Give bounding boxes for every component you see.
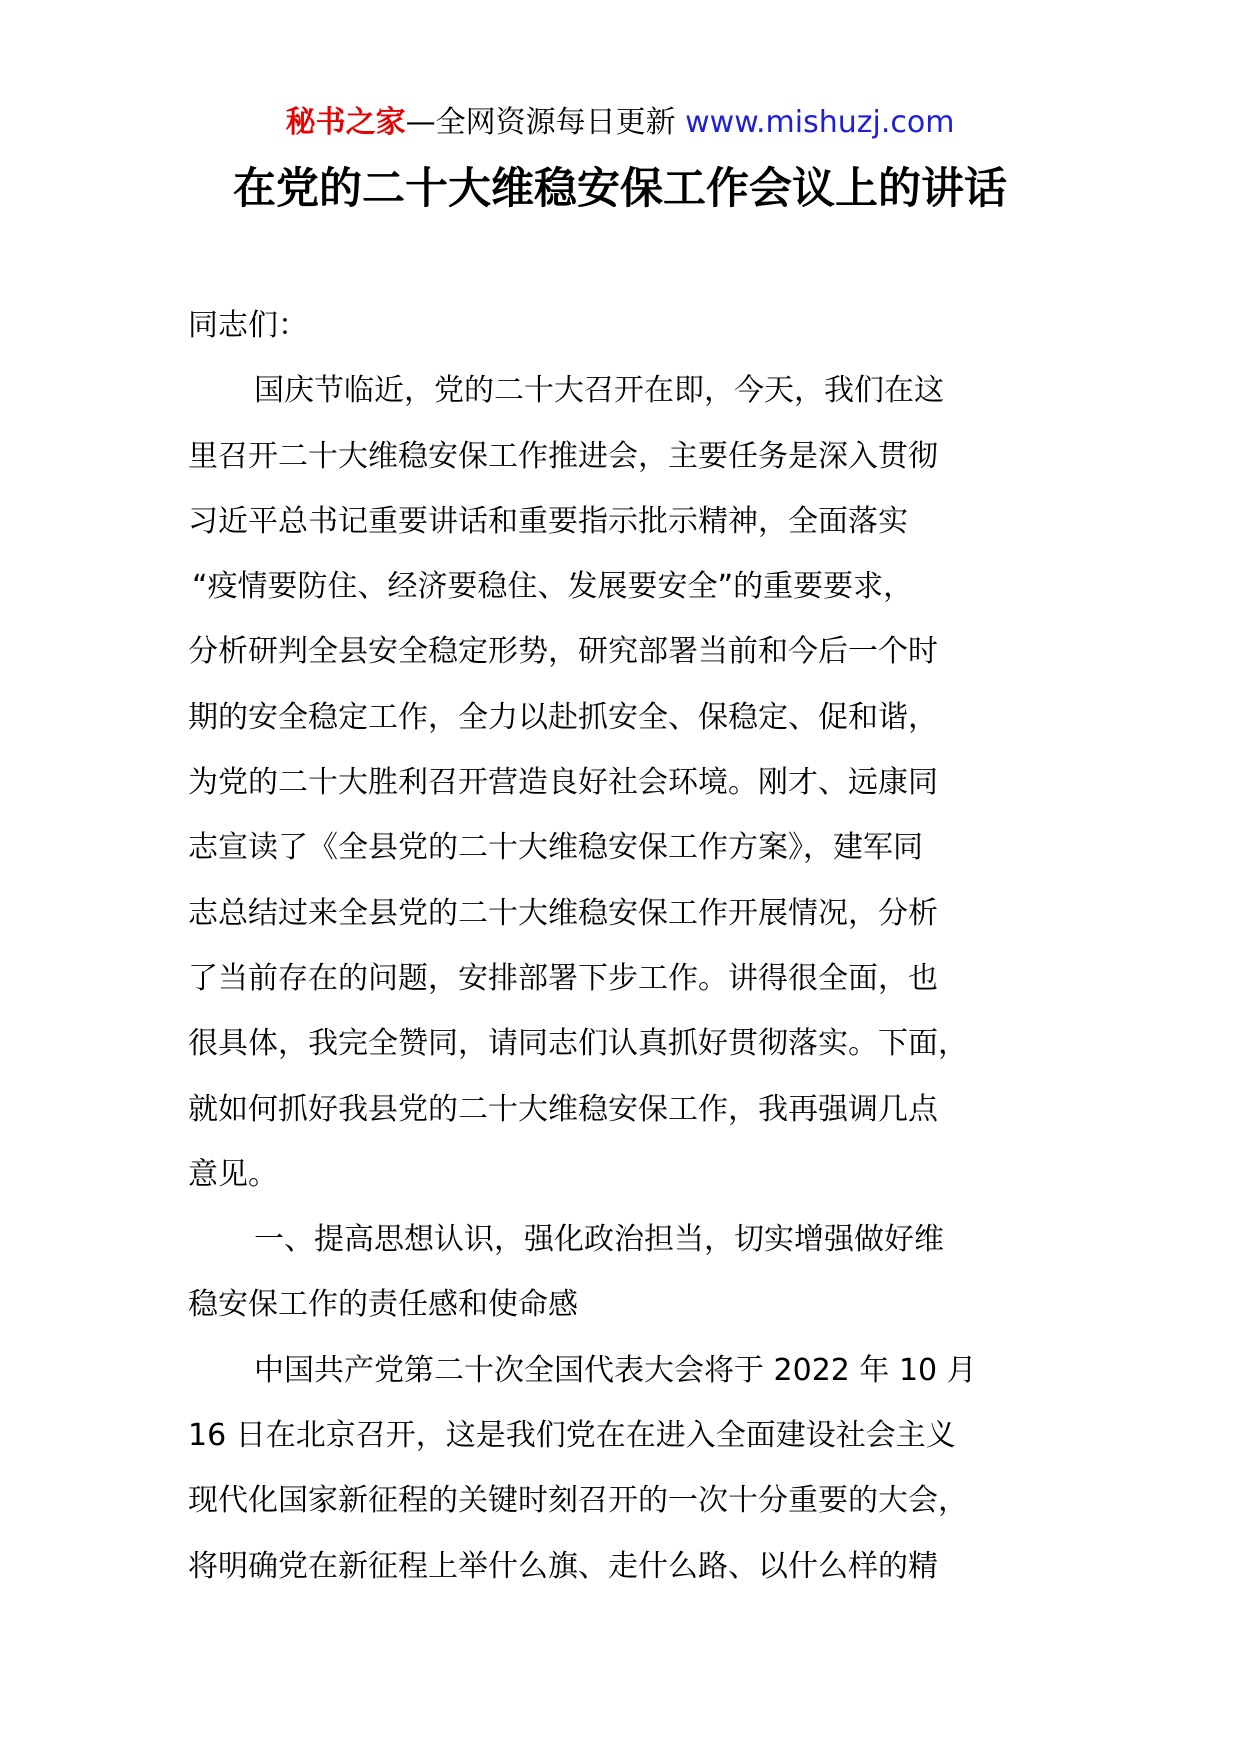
site-slogan: —全网资源每日更新 (405, 105, 686, 140)
document-title: 在党的二十大维稳安保工作会议上的讲话 (233, 164, 1007, 214)
site-brand: 秘书之家 (285, 105, 406, 140)
document-body (188, 293, 1068, 1599)
section-heading-line: 一、提高思想认识，强化政治担当，切实增强做好维 (254, 1222, 944, 1258)
paragraph-line: 期的安全稳定工作，全力以赴抓安全、保稳定、促和谐， (188, 699, 938, 735)
paragraph-line: 就如何抓好我县党的二十大维稳安保工作，我再强调几点 (188, 1091, 938, 1127)
paragraph-line: 将明确党在新征程上举什么旗、走什么路、以什么样的精 (188, 1548, 938, 1584)
paragraph-line: 中国共产党第二十次全国代表大会将于 2022 年 10 月 (254, 1352, 977, 1388)
salutation: 同志们： (188, 308, 308, 343)
section-heading-line: 稳安保工作的责任感和使命感 (188, 1287, 578, 1323)
paragraph-line: 里召开二十大维稳安保工作推进会，主要任务是深入贯彻 (188, 438, 938, 474)
paragraph-line: 意见。 (188, 1156, 278, 1192)
paragraph-line: 很具体，我完全赞同，请同志们认真抓好贯彻落实。下面， (188, 1026, 968, 1062)
paragraph-line: 了当前存在的问题，安排部署下步工作。讲得很全面，也 (188, 960, 938, 996)
site-url-link[interactable]: www.mishuzj.com (685, 105, 955, 140)
paragraph-line: 现代化国家新征程的关键时刻召开的一次十分重要的大会， (188, 1483, 968, 1519)
paragraph-line: 国庆节临近，党的二十大召开在即，今天，我们在这 (254, 373, 944, 409)
paragraph-line: 16 日在北京召开，这是我们党在在进入全面建设社会主义 (188, 1418, 956, 1454)
paragraph-line: 为党的二十大胜利召开营造良好社会环境。刚才、远康同 (188, 765, 938, 801)
site-header (0, 103, 1240, 143)
paragraph-line: 习近平总书记重要讲话和重要指示批示精神，全面落实 (188, 503, 908, 539)
paragraph-line: 志宣读了《全县党的二十大维稳安保工作方案》，建军同 (188, 830, 923, 866)
paragraph-line: “疫情要防住、经济要稳住、发展要安全”的重要要求， (192, 569, 914, 605)
paragraph-line: 分析研判全县安全稳定形势，研究部署当前和今后一个时 (188, 634, 938, 670)
paragraph-line: 志总结过来全县党的二十大维稳安保工作开展情况，分析 (188, 895, 938, 931)
